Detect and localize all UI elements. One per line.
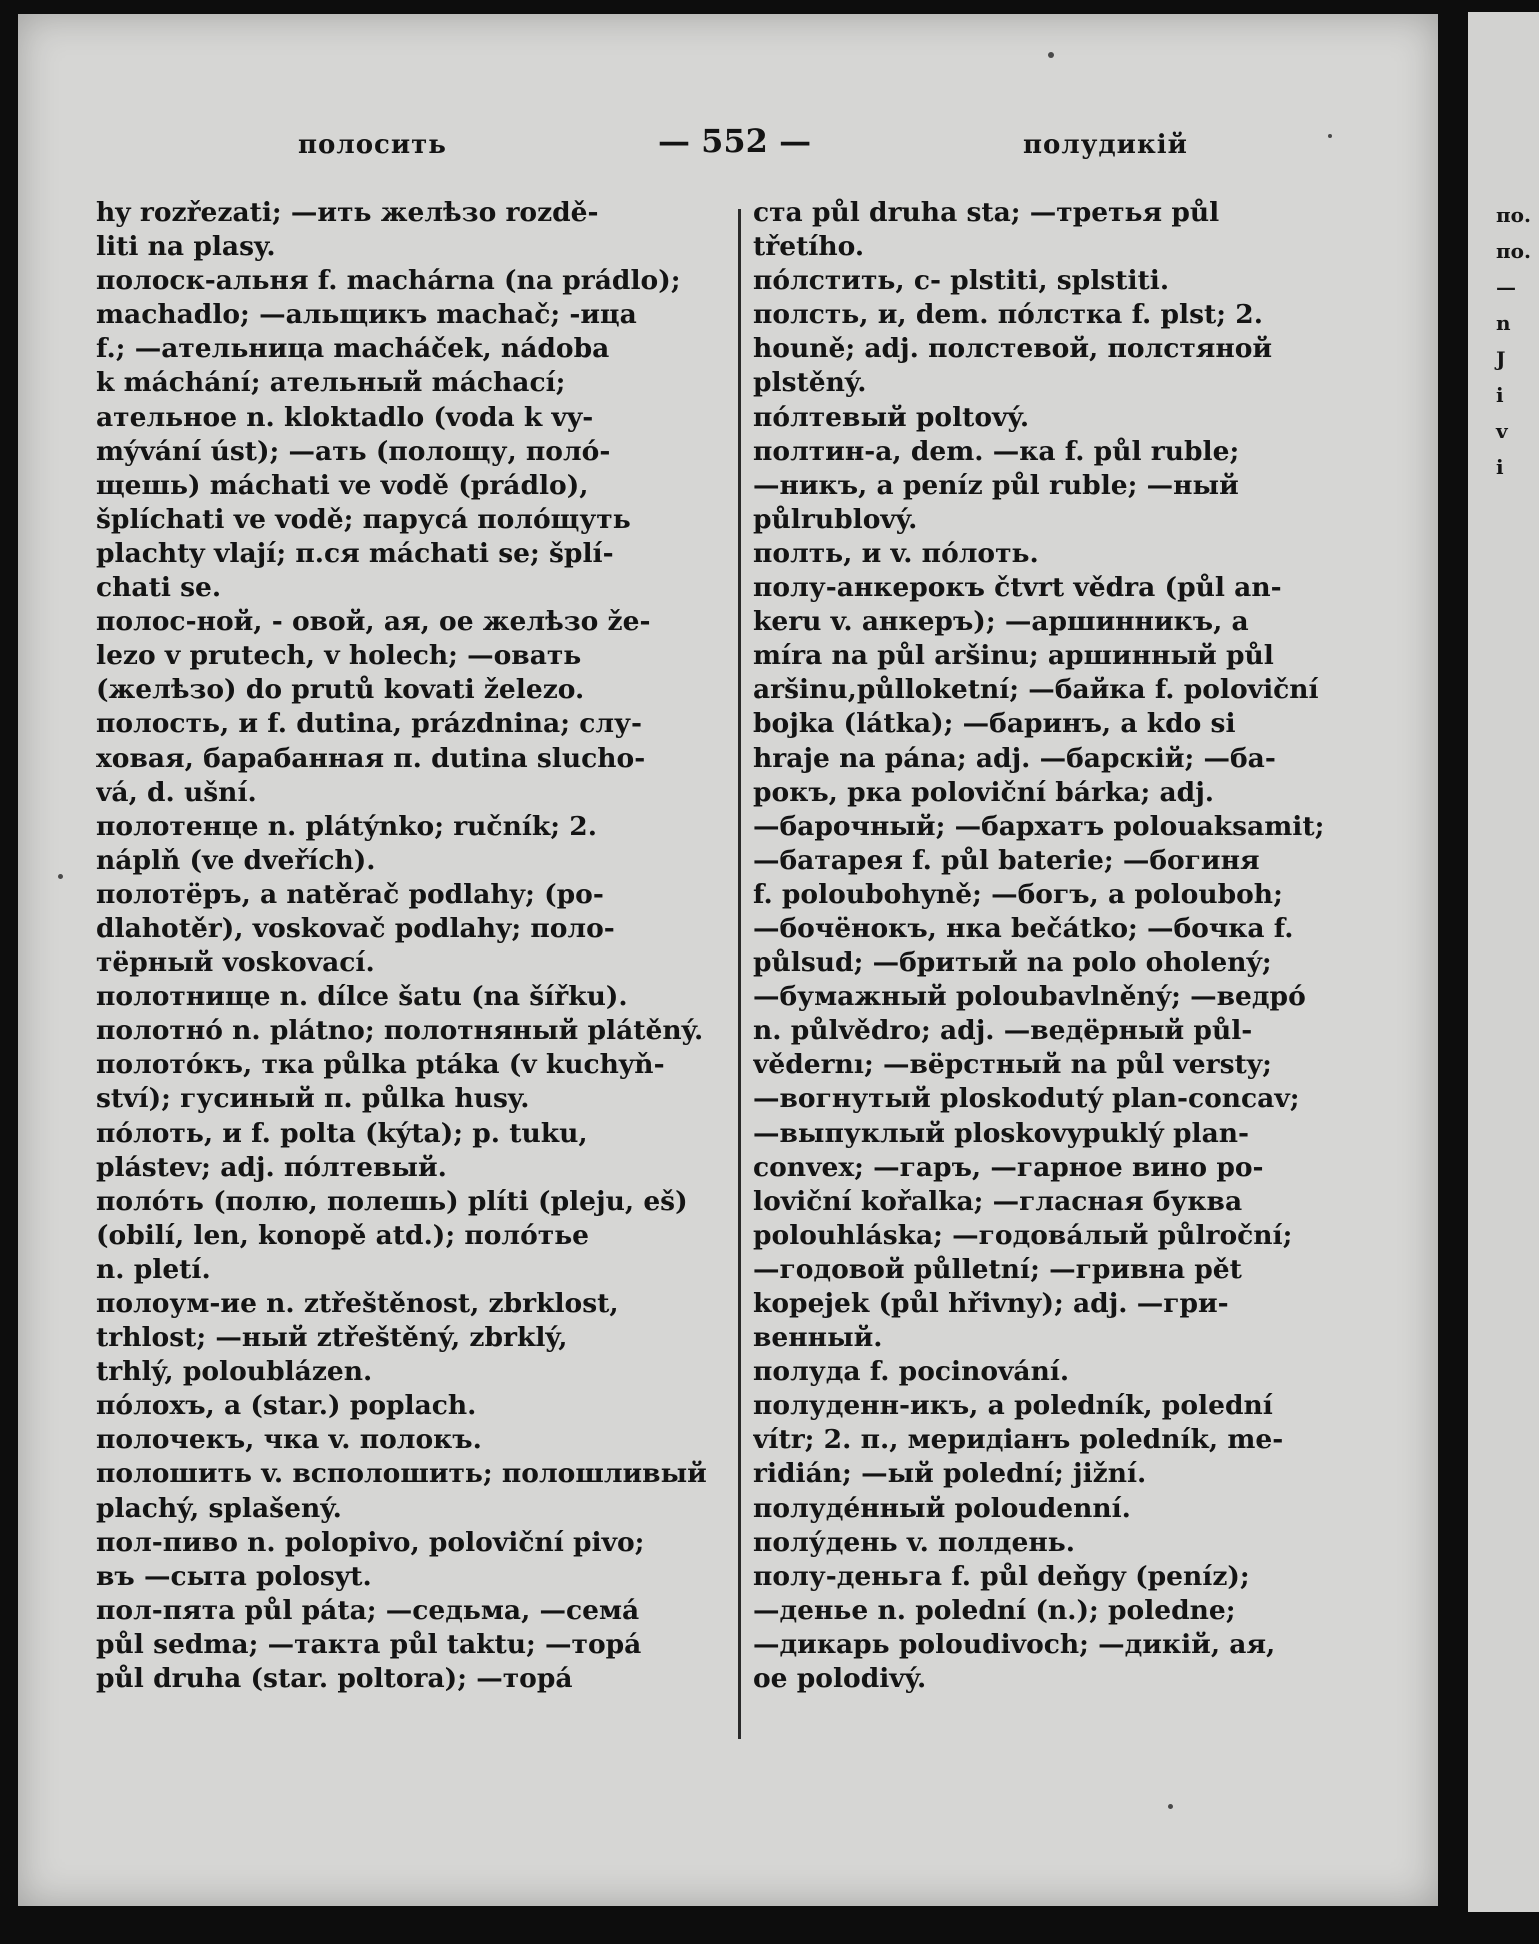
- edge-fragment: по.: [1496, 203, 1531, 227]
- text-line: полсть, и, dem. по́лстка f. plst; 2.: [753, 299, 1263, 331]
- text-line: polouhláska; —годова́лый půlroční;: [753, 1219, 1293, 1251]
- text-line: тёрный voskovací.: [96, 947, 375, 979]
- print-speck: [1168, 1804, 1173, 1809]
- text-line: n. pletí.: [96, 1253, 211, 1285]
- header-left-guideword: полосить: [298, 130, 447, 160]
- text-line: (желѣзо) do prutů kovati železo.: [96, 674, 585, 706]
- text-line: полу-анкерокъ čtvrt vědra (půl an-: [753, 572, 1282, 604]
- text-line: —никъ, а peníz půl ruble; —ный: [753, 469, 1239, 501]
- text-line: по́лохъ, а (star.) poplach.: [96, 1390, 477, 1422]
- text-line: půlrublový.: [753, 503, 918, 535]
- text-line: trhlost; —ный ztřeštěný, zbrklý,: [96, 1322, 568, 1354]
- text-line: mývání úst); —ать (полощу, поло́-: [96, 435, 611, 467]
- text-line: hy rozřezati; —ить желѣзо rozdě-: [96, 197, 599, 228]
- text-line: keru v. анкеръ); —аршинникъ, а: [753, 606, 1249, 638]
- text-line: ховая, барабанная п. dutina slucho-: [96, 742, 646, 774]
- text-line: полотёръ, а natěrač podlahy; (po-: [96, 878, 604, 910]
- column-divider: [738, 209, 741, 1739]
- text-line: полос-ной, - овой, ая, ое желѣзо že-: [96, 606, 651, 638]
- print-speck: [1048, 52, 1054, 58]
- edge-fragment: —: [1496, 275, 1516, 299]
- text-line: machadlo; —альщикъ machač; -ица: [96, 299, 637, 331]
- text-line: lezo v prutech, v holech; —овать: [96, 640, 582, 672]
- text-line: míra na půl aršinu; аршинный půl: [753, 640, 1274, 672]
- text-line: f.; —ательница macháček, nádoba: [96, 333, 610, 365]
- text-line: полуда f. pocinování.: [753, 1356, 1070, 1388]
- print-speck: [1328, 134, 1332, 138]
- edge-fragment: J: [1496, 347, 1506, 371]
- text-line: loviční kořalka; —гласная буква: [753, 1185, 1243, 1217]
- text-line: полть, и v. по́лоть.: [753, 537, 1039, 569]
- text-line: —батарея f. půl baterie; —богиня: [753, 844, 1260, 876]
- text-line: поло́ть (полю, полешь) plíti (pleju, eš): [96, 1185, 688, 1217]
- text-line: ství); гусиный п. půlka husy.: [96, 1083, 530, 1115]
- text-line: půlsud; —бритый na polo oholený;: [753, 947, 1272, 979]
- text-line: půl druha (star. poltora); —торá: [96, 1663, 573, 1695]
- page-number: — 552 —: [658, 122, 812, 160]
- text-line: рокъ, рка poloviční bárka; adj.: [753, 776, 1215, 808]
- right-column: [753, 196, 1373, 1766]
- text-line: полу́день v. полдень.: [753, 1526, 1075, 1558]
- text-line: ста půl druha sta; —третья půl: [753, 197, 1220, 228]
- print-speck: [58, 874, 63, 879]
- text-line: по́лстить, с- plstiti, splstiti.: [753, 265, 1170, 297]
- text-line: полтин-а, dem. —ка f. půl ruble;: [753, 435, 1240, 467]
- text-line: полоум-ие n. ztřeštěnost, zbrklost,: [96, 1288, 619, 1319]
- text-line: třetího.: [753, 231, 865, 263]
- edge-fragment: i: [1496, 383, 1504, 407]
- text-line: chati se.: [96, 572, 222, 604]
- text-line: bojka (látka); —баринъ, а kdo si: [753, 708, 1236, 740]
- text-line: ательное n. kloktadlo (voda k vy-: [96, 401, 594, 433]
- text-line: щешь) máchati ve vodě (prádlo),: [96, 469, 589, 501]
- text-line: —вогнутый ploskodutý plan-concav;: [753, 1083, 1300, 1115]
- text-line: plachty vlají; п.ся máchati se; šplí-: [96, 537, 614, 569]
- text-line: aršinu,půlloketní; —байка f. poloviční: [753, 674, 1319, 706]
- text-line: полочекъ, чка v. полокъ.: [96, 1424, 482, 1456]
- text-line: f. poloubohyně; —богъ, а polouboh;: [753, 878, 1283, 910]
- text-line: —годовой půlletní; —гривна pět: [753, 1253, 1242, 1285]
- text-line: полуденн-икъ, а poledník, polední: [753, 1390, 1273, 1422]
- text-line: полу-деньга f. půl deňgy (peníz);: [753, 1560, 1250, 1592]
- text-line: trhlý, poloublázen.: [96, 1356, 373, 1388]
- text-line: plstěný.: [753, 367, 867, 399]
- text-line: полото́къ, тка půlka ptáka (v kuchyň-: [96, 1049, 665, 1081]
- text-line: dlahotěr), voskovač podlahy; поло-: [96, 912, 615, 944]
- text-line: —бумажный poloubavlněný; —ведро́: [753, 981, 1306, 1013]
- text-line: полоск-альня f. machárna (na prádlo);: [96, 265, 681, 297]
- edge-fragment: n: [1496, 311, 1511, 335]
- edge-fragment: v: [1496, 419, 1508, 443]
- text-line: пол-пята půl páta; —седьма, —семá: [96, 1594, 640, 1626]
- facing-page-edge: [1468, 12, 1539, 1912]
- text-line: kopejek (půl hřivny); adj. —гри-: [753, 1288, 1229, 1319]
- running-header: [18, 122, 1438, 162]
- text-line: пол-пиво n. polopivo, poloviční pivo;: [96, 1526, 645, 1558]
- text-line: полотенце n. plátýnko; ručník; 2.: [96, 810, 597, 842]
- text-line: полотно́ n. plátno; полотняный plátěný.: [96, 1015, 704, 1047]
- text-line: ridián; —ый polední; jižní.: [753, 1458, 1147, 1490]
- left-column: [96, 196, 716, 1766]
- text-line: —выпуклый ploskovypuklý plan-: [753, 1117, 1250, 1149]
- text-line: houně; adj. полстевой, полстяной: [753, 333, 1273, 365]
- text-line: vítr; 2. п., меридіанъ poledník, me-: [753, 1424, 1284, 1456]
- header-right-guideword: полудикій: [1023, 130, 1188, 160]
- text-line: по́лоть, и f. polta (kýta); p. tuku,: [96, 1117, 588, 1149]
- text-line: полошить v. всполошить; полошливый: [96, 1458, 707, 1490]
- text-line: vědernı; —вёрстный na půl versty;: [753, 1049, 1272, 1081]
- text-line: —дикарь poloudivoch; —дикій, ая,: [753, 1628, 1276, 1660]
- text-line: convex; —гаръ, —гарное вино po-: [753, 1151, 1264, 1183]
- text-line: ое polodivý.: [753, 1663, 927, 1695]
- text-line: полотнище n. dílce šatu (na šířku).: [96, 981, 628, 1013]
- text-line: по́лтевый poltový.: [753, 401, 1030, 433]
- text-line: (obilí, len, konopě atd.); поло́тье: [96, 1219, 590, 1251]
- text-line: půl sedma; —такта půl taktu; —торá: [96, 1628, 642, 1660]
- edge-fragment: по.: [1496, 239, 1531, 263]
- text-line: —бочёнокъ, нка bečátko; —бочка f.: [753, 912, 1294, 944]
- text-line: —денье n. polední (n.); poledne;: [753, 1594, 1236, 1626]
- dictionary-page: [18, 14, 1438, 1906]
- text-line: —барочный; —бархатъ polouaksamit;: [753, 810, 1325, 842]
- text-line: полуде́нный poloudenní.: [753, 1492, 1131, 1524]
- text-line: liti na plasy.: [96, 231, 276, 263]
- text-line: hraje na pána; adj. —барскій; —ба-: [753, 742, 1276, 774]
- text-line: k máchání; ательный máchací;: [96, 367, 566, 399]
- facing-page-text: [1496, 197, 1531, 485]
- text-line: vá, d. ušní.: [96, 776, 257, 808]
- text-line: въ —сыта polosyt.: [96, 1560, 372, 1592]
- text-line: plachý, splašený.: [96, 1492, 342, 1524]
- text-line: полость, и f. dutina, prázdnina; слу-: [96, 708, 643, 740]
- text-line: náplň (ve dveřích).: [96, 844, 376, 876]
- text-line: šplíchati ve vodě; парусá поло́щуть: [96, 503, 631, 535]
- edge-fragment: i: [1496, 455, 1504, 479]
- text-line: plástev; adj. по́лтевый.: [96, 1151, 447, 1183]
- text-line: венный.: [753, 1322, 883, 1354]
- text-line: n. půlvědro; adj. —ведёрный půl-: [753, 1015, 1253, 1047]
